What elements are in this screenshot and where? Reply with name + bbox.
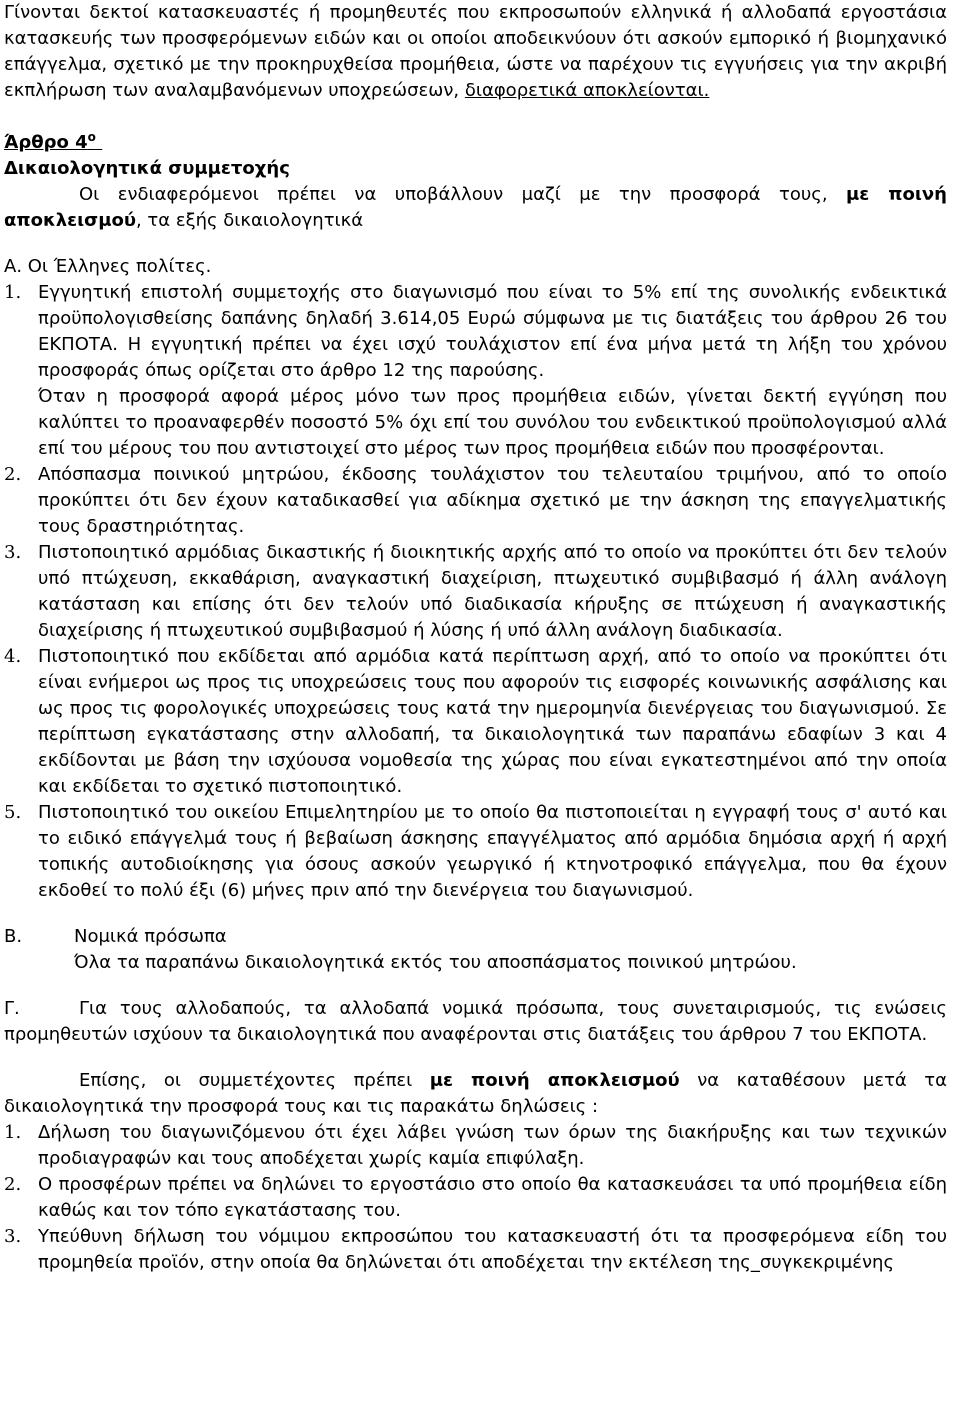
article-number: Άρθρο $4^o$ xyxy=(4,130,96,153)
article-heading: Δικαιολογητικά συμμετοχής xyxy=(4,158,290,179)
declarations-intro-bold: με ποινή αποκλεισμού xyxy=(429,1070,680,1091)
article-superscript: ο xyxy=(87,130,96,144)
intro-paragraph xyxy=(4,0,947,104)
list-item-number: 3. xyxy=(4,542,22,563)
section-b-letter: Β. xyxy=(4,926,23,947)
list-item-text: Πιστοποιητικό που εκδίδεται από αρμόδια κατά περίπτωση αρχή, από το οποίο να προκύπτει ότι είναι ενήμεροι ως προς τις υποχρεώσεις τους που αφορούν τις εισφορές κοινωνικής ασφάλισης και ως προς τις φορολογικές υποχρεώσεις τους κατά την ημερομηνία διενέργειας του διαγωνισμού. Σε περίπτωση εγκατάστασης στην αλλοδαπή, τα δικαιολογητικά των παραπάνω εδαφίων 3 και 4 εκδίδονται με βάση την ισχύουσα νομοθεσία της χώρας που είναι εγκατεστημένοι από την οποία και εκδίδεται το σχετικό πιστοποιητικό. xyxy=(38,646,947,797)
section-c xyxy=(4,996,947,1048)
section-c-text: Για τους αλλοδαπούς, τα αλλοδαπά νομικά πρόσωπα, τους συνεταιρισμούς, τις ενώσεις προμηθευτών ισχύουν τα δικαιολογητικά που αναφέρονται στις διατάξεις του άρθρου 7 του ΕΚΠΟΤΑ. xyxy=(4,998,947,1045)
list-item-text: Απόσπασμα ποινικού μητρώου, έκδοσης τουλάχιστον του τελευταίου τριμήνου, από το οποίο προκύπτει ότι δεν έχουν καταδικασθεί για αδίκημα σχετικό με την άσκηση της επαγγελματικής τους δραστηριότητας. xyxy=(38,464,947,537)
list-item xyxy=(4,462,947,540)
article-intro-bold: με ποινή αποκλεισμού xyxy=(4,184,947,231)
section-b-text: Όλα τα παραπάνω δικαιολογητικά εκτός του αποσπάσματος ποινικού μητρώου. xyxy=(74,952,797,973)
list-item-number: 2. xyxy=(4,464,22,485)
list-item-text: Δήλωση του διαγωνιζόμενου ότι έχει λάβει γνώση των όρων της διακήρυξης και των τεχνικών προδιαγραφών και τους αποδέχεται χωρίς καμία επιφύλαξη. xyxy=(38,1122,947,1169)
declarations-list xyxy=(4,1120,947,1276)
section-b xyxy=(4,924,947,976)
list-item xyxy=(4,280,947,462)
list-item-text: Εγγυητική επιστολή συμμετοχής στο διαγωνισμό που είναι το 5% επί της συνολικής ενδεικτικά προϋπολογισθείσης δαπάνης δηλαδή 3.614,05 Ευρώ σύμφωνα με τις διατάξεις του άρθρου 26 του ΕΚΠΟΤΑ. Η εγγυητική πρέπει να έχει ισχύ τουλάχιστον επί ένα μήνα μετά τη λήξη του χρόνου προσφοράς όπως ορίζεται στο άρθρο 12 της παρούσης. xyxy=(38,282,947,381)
list-item xyxy=(4,1120,947,1172)
list-item-number: 2. xyxy=(4,1174,22,1195)
declarations-intro: Επίσης, οι συμμετέχοντες πρέπει με ποινή αποκλεισμού να καταθέσουν μετά τα δικαιολογητικά την προσφορά τους και τις παρακάτω δηλώσεις : xyxy=(4,1070,947,1117)
list-item-number: 1. xyxy=(4,282,22,303)
list-item-number: 3. xyxy=(4,1226,22,1247)
list-item-number: 5. xyxy=(4,802,22,823)
list-item-text: Υπεύθυνη δήλωση του νόμιμου εκπροσώπου του κατασκευαστή ότι τα προσφερόμενα είδη του προμηθεία προϊόν, στην οποία θα δηλώνεται ότι αποδέχεται την εκτέλεση της_συγκεκριμένης xyxy=(38,1226,947,1273)
article-intro: Οι ενδιαφερόμενοι πρέπει να υποβάλλουν μαζί με την προσφορά τους, με ποινή αποκλεισμού, τα εξής δικαιολογητικά xyxy=(4,184,947,231)
list-item xyxy=(4,1172,947,1224)
section-a-label: Α. Οι Έλληνες πολίτες. xyxy=(4,256,212,277)
intro-text: Γίνονται δεκτοί κατασκευαστές ή προμηθευτές που εκπροσωπούν ελληνικά ή αλλοδαπά εργοστάσια κατασκευής των προσφερόμενων ειδών και οι οποίοι αποδεικνύουν ότι ασκούν εμπορικό ή βιομηχανικό επάγγελμα, σχετικό με την προκηρυχθείσα προμήθεια, ώστε να παρέχουν τις εγγυήσεις για την ακριβή εκπλήρωση των αναλαμβανόμενων υποχρεώσεων, xyxy=(4,2,947,101)
list-item-extra: Όταν η προσφορά αφορά μέρος μόνο των προς προμήθεια ειδών, γίνεται δεκτή εγγύηση που καλύπτει το προαναφερθέν ποσοστό 5% όχι επί του συνόλου του ενδεικτικού προϋπολογισμού αλλά επί του μέρους του που αντιστοιχεί στο μέρος των προς προμήθεια ειδών που προσφέρονται. xyxy=(38,386,947,459)
section-b-title: Νομικά πρόσωπα xyxy=(74,926,227,947)
list-item-number: 1. xyxy=(4,1122,22,1143)
intro-underlined: διαφορετικά αποκλείονται. xyxy=(464,80,710,101)
list-item-text: Ο προσφέρων πρέπει να δηλώνει το εργοστάσιο στο οποίο θα κατασκευάσει τα υπό προμήθεια είδη καθώς και τον τόπο εγκατάστασης του. xyxy=(38,1174,947,1221)
list-item-text: Πιστοποιητικό του οικείου Επιμελητηρίου με το οποίο θα πιστοποιείται η εγγραφή τους σ' αυτό και το ειδικό επάγγελμά τους ή βεβαίωση άσκησης επαγγέλματος από αρμόδια δημόσια αρχή ή αρχή τοπικής αυτοδιοίκησης για όσους ασκούν γεωργικό ή κτηνοτροφικό επάγγελμα, που θα έχουν εκδοθεί το πολύ έξι (6) μήνες πριν από την διενέργεια του διαγωνισμού. xyxy=(38,802,947,901)
list-item xyxy=(4,644,947,800)
list-item-number: 4. xyxy=(4,646,22,667)
list-item xyxy=(4,540,947,644)
list-item-text: Πιστοποιητικό αρμόδιας δικαστικής ή διοικητικής αρχής από το οποίο να προκύπτει ότι δεν τελούν υπό πτώχευση, εκκαθάριση, αναγκαστική διαχείριση, πτωχευτικό συμβιβασμό ή άλλη ανάλογη κατάσταση και επίσης ότι δεν τελούν υπό διαδικασία κήρυξης σε πτώχευση ή αναγκαστικής διαχείρισης ή πτωχευτικού συμβιβασμού ή λύσης ή υπό άλλη ανάλογη διαδικασία. xyxy=(38,542,947,641)
list-item xyxy=(4,800,947,904)
section-a-list xyxy=(4,280,947,904)
section-c-letter: Γ. xyxy=(4,998,20,1019)
list-item xyxy=(4,1224,947,1276)
